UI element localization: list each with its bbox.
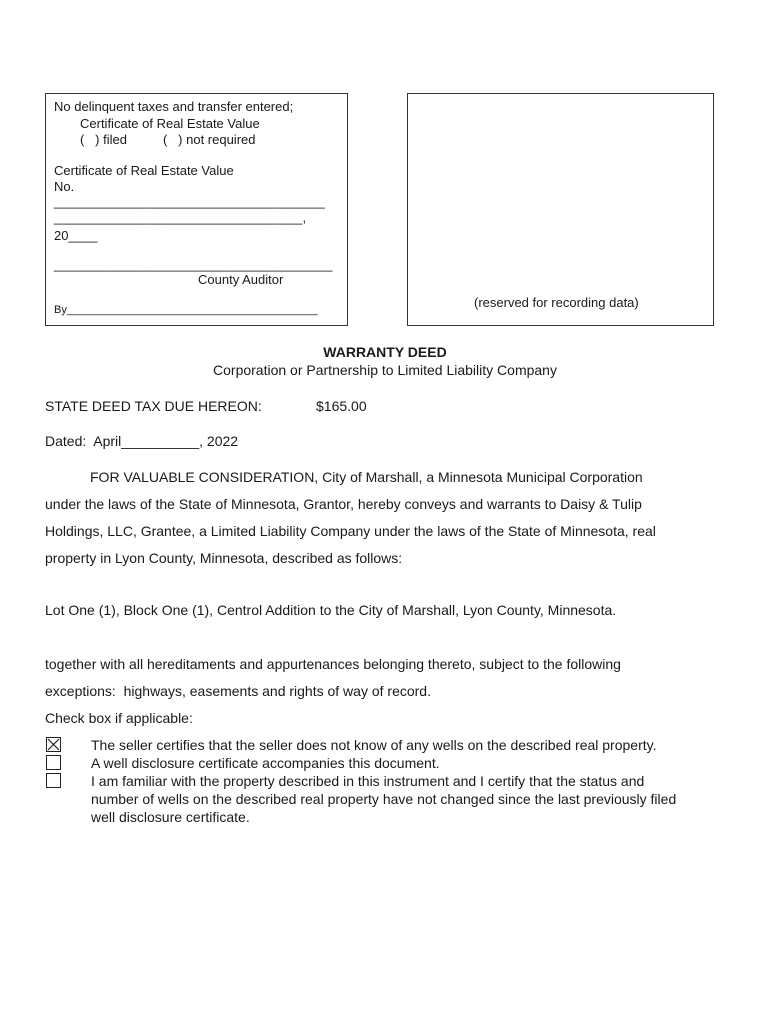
well-checkbox-2[interactable] [46,755,61,770]
together-line2: exceptions: highways, easements and rights of way of record. [45,683,431,699]
consideration-line1: FOR VALUABLE CONSIDERATION, City of Marshall, a Minnesota Municipal Corporation [90,469,643,485]
consideration-line2: under the laws of the State of Minnesota, Grantor, hereby conveys and warrants to Daisy & Tulip [45,496,642,512]
by-line: By_________________________________________ [54,304,318,316]
page-title: WARRANTY DEED [323,344,447,360]
well-checkbox-1-text: The seller certifies that the seller does not know of any wells on the described real property. [91,737,657,753]
check-box-label: Check box if applicable: [45,710,193,726]
well-checkbox-3-text-line3: well disclosure certificate. [91,809,250,825]
page-subtitle: Corporation or Partnership to Limited Liability Company [213,362,557,378]
well-checkbox-3[interactable] [46,773,61,788]
auditor-line1: No delinquent taxes and transfer entered; [54,99,294,114]
well-checkbox-3-text-line2: number of wells on the described real property have not changed since the last previously filed [91,791,677,807]
auditor-line2: Certificate of Real Estate Value [80,116,260,131]
dated-line: Dated: April__________, 2022 [45,433,239,449]
recording-box [407,93,714,326]
crv-blank-line-b: _________________________________, [54,210,307,225]
year-line: 20____ [54,228,98,243]
well-checkbox-3-text: I am familiar with the property described in this instrument and I certify that the status and [91,773,645,789]
filed-option: ( ) filed [80,132,127,147]
well-checkbox-1[interactable] [46,737,61,752]
crv-label: Certificate of Real Estate Value [54,163,234,178]
consideration-line4: property in Lyon County, Minnesota, described as follows: [45,550,403,566]
together-line1: together with all hereditaments and appurtenances belonging thereto, subject to the following [45,656,621,672]
auditor-signature-line: _____________________________________ [54,257,333,272]
well-checkbox-2-text: A well disclosure certificate accompanies this document. [91,755,440,771]
deed-tax-amount: $165.00 [316,398,367,414]
check-mark-icon [47,738,60,751]
deed-tax-label: STATE DEED TAX DUE HEREON: [45,398,262,414]
county-auditor-label: County Auditor [198,272,284,287]
recording-label: (reserved for recording data) [474,295,639,310]
crv-blank-line-a: ____________________________________ [54,194,326,209]
legal-description: Lot One (1), Block One (1), Centrol Addition to the City of Marshall, Lyon County, Minnesota. [45,602,617,618]
consideration-line3: Holdings, LLC, Grantee, a Limited Liability Company under the laws of the State of Minnesota, real [45,523,656,539]
not-required-option: ( ) not required [163,132,256,147]
crv-no-label: No. [54,179,75,194]
